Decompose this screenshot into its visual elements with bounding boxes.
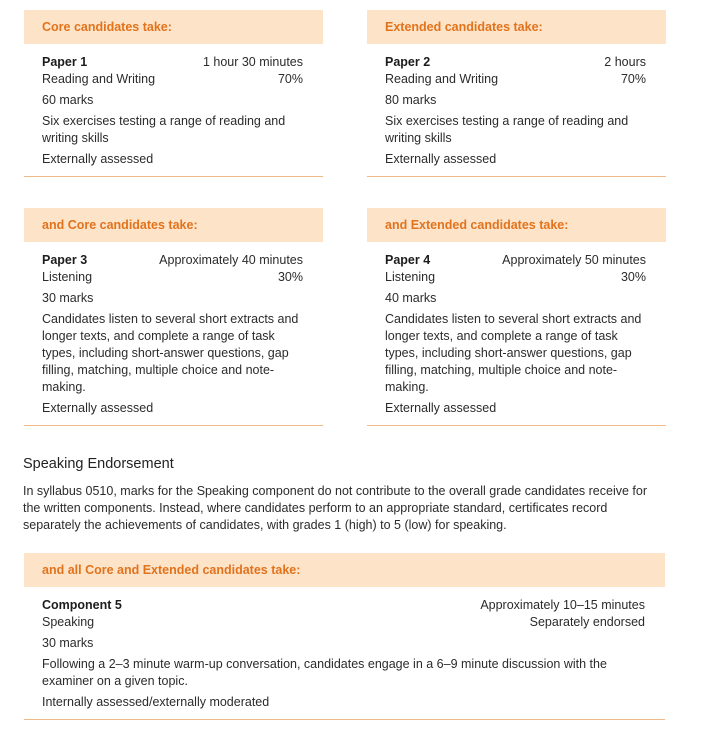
paper-description: Candidates listen to several short extracts and longer texts, and complete a range of task types, including short-answer questions, gap filling, matching, multiple choice and note-making. <box>42 312 299 394</box>
extended-header: Extended candidates take: <box>367 10 666 44</box>
component-description: Following a 2–3 minute warm-up conversation, candidates engage in a 6–9 minute discussion with the examiner on a given topic. <box>42 657 607 688</box>
paper-weighting: 30% <box>277 270 303 284</box>
core-content <box>24 44 323 177</box>
paper-skill: Reading and Writing <box>42 72 156 86</box>
component-5-content <box>24 587 665 720</box>
paper-title: Paper 4 <box>385 253 431 267</box>
paper-marks: 80 marks <box>385 93 437 107</box>
paper-duration: 1 hour 30 minutes <box>202 55 303 69</box>
extended-content <box>367 44 666 177</box>
component-marks: 30 marks <box>42 636 94 650</box>
extended-paper-box <box>367 10 666 177</box>
paper-duration: Approximately 50 minutes <box>502 253 646 267</box>
paper-marks: 30 marks <box>42 291 94 305</box>
paper-duration: 2 hours <box>604 55 646 69</box>
paper-weighting: 70% <box>277 72 303 86</box>
paper-description: Six exercises testing a range of reading and writing skills <box>42 114 286 145</box>
section-heading: Speaking Endorsement <box>23 456 174 472</box>
extended-listening-header: and Extended candidates take: <box>367 208 666 242</box>
component-5-box <box>24 553 665 720</box>
paper-assessment: Externally assessed <box>385 401 497 415</box>
core-header: Core candidates take: <box>24 10 323 44</box>
core-listening-header: and Core candidates take: <box>24 208 323 242</box>
component-duration: Approximately 10–15 minutes <box>480 598 645 612</box>
paper-assessment: Externally assessed <box>42 152 154 166</box>
all-candidates-header: and all Core and Extended candidates take: <box>24 553 665 587</box>
paper-skill: Reading and Writing <box>385 72 499 86</box>
paper-weighting: 70% <box>620 72 646 86</box>
paper-marks: 40 marks <box>385 291 437 305</box>
extended-listening-content <box>367 242 666 426</box>
paper-assessment: Externally assessed <box>42 401 154 415</box>
component-skill: Speaking <box>42 615 95 629</box>
core-listening-box <box>24 208 323 426</box>
paper-title: Paper 3 <box>42 253 88 267</box>
paper-title: Paper 2 <box>385 55 431 69</box>
paper-weighting: 30% <box>620 270 646 284</box>
core-paper-box <box>24 10 323 177</box>
paper-description: Six exercises testing a range of reading and writing skills <box>385 114 629 145</box>
component-assessment: Internally assessed/externally moderated <box>42 695 270 709</box>
paper-description: Candidates listen to several short extracts and longer texts, and complete a range of task types, including short-answer questions, gap filling, matching, multiple choice and note-making. <box>385 312 642 394</box>
component-endorsement: Separately endorsed <box>529 615 645 629</box>
paper-skill: Listening <box>385 270 436 284</box>
paper-title: Paper 1 <box>42 55 88 69</box>
paper-duration: Approximately 40 minutes <box>159 253 303 267</box>
component-title: Component 5 <box>42 598 122 612</box>
paper-marks: 60 marks <box>42 93 94 107</box>
speaking-intro: In syllabus 0510, marks for the Speaking component do not contribute to the overall grade candidates receive for the written components. Instead, where candidates perform to an appropriate standard, certificates record separately the achievements of candidates, with grades 1 (high) to 5 (low) for speaking. <box>23 484 647 532</box>
paper-assessment: Externally assessed <box>385 152 497 166</box>
extended-listening-box <box>367 208 666 426</box>
core-listening-content <box>24 242 323 426</box>
paper-skill: Listening <box>42 270 93 284</box>
